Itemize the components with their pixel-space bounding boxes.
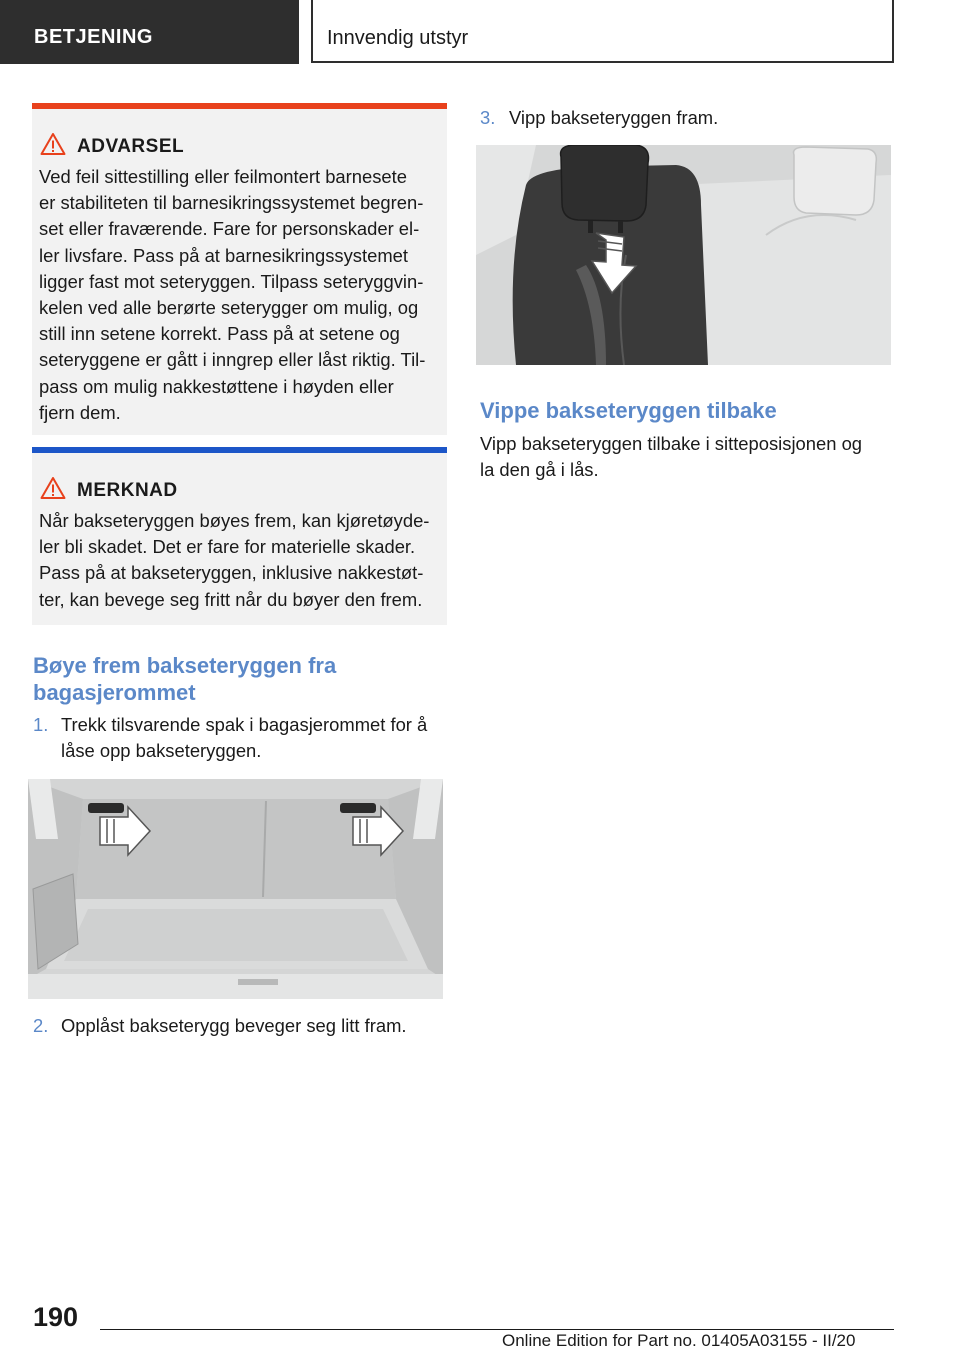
step-text [61,1013,447,1039]
warning-title: ADVARSEL [77,136,185,157]
step-line: Opplåst bakseterygg beveger seg litt fram. [61,1015,407,1036]
step-number: 3. [480,107,496,128]
chapter-title: Innvendig utstyr [327,27,469,49]
section-heading-tilt: Vippe bakseteryggen tilbake [480,398,777,423]
warning-line: pass om mulig nakkestøttene i høyden eller [39,375,394,397]
notice-line: Pass på at bakseteryggen, inklusive nakkestøt‐ [39,562,424,584]
step-line: Trekk tilsvarende spak i bagasjerommet for å [61,714,428,735]
section-title: BETJENING [34,26,153,48]
warning-triangle-icon [40,132,66,156]
step-text [61,712,447,764]
step-number: 1. [33,714,49,735]
warning-text [39,164,444,426]
warning-line: er stabiliteten til barnesikringssystemet begren‐ [39,192,424,214]
section-tilt-text [480,431,895,483]
warning-line: fjern dem. [39,401,121,423]
notice-text [39,508,444,613]
notice-box [32,447,447,625]
warning-line: set eller fraværende. Fare for personskader el‐ [39,218,420,240]
section-tab [0,0,299,64]
step-number: 2. [33,1015,49,1036]
page-number: 190 [33,1302,79,1332]
warning-line: kelen ved alle berørte seterygger om mulig, og [39,297,419,319]
warning-triangle-icon [40,476,66,500]
warning-line: still inn setene korrekt. Pass på at setene og [39,323,400,345]
footer-edition: Online Edition for Part no. 01405A03155 - II/20 [502,1331,856,1350]
warning-line: seteryggene er gått i inngrep eller låst riktig. Til‐ [39,349,426,371]
heading-line: Bøye frem bakseteryggen fra [33,653,337,678]
paragraph-line: Vipp bakseteryggen tilbake i sitteposisjonen og [480,433,863,454]
paragraph-line: la den gå i lås. [480,459,599,480]
warning-line: Ved feil sittestilling eller feilmontert barnesete [39,166,408,187]
trunk-illustration [28,779,443,999]
warning-line: ler livsfare. Pass på at barnesikringssystemet [39,244,408,266]
seatback-illustration [476,145,891,365]
warning-line: ligger fast mot seteryggen. Tilpass seteryggvin‐ [39,270,424,292]
warning-box [32,103,447,435]
heading-line: bagasjerommet [33,680,196,705]
chapter-tab [311,0,894,63]
step-line: låse opp bakseteryggen. [61,740,262,761]
notice-line: Når bakseteryggen bøyes frem, kan kjøretøyde‐ [39,510,430,531]
notice-line: ter, kan bevege seg fritt når du bøyer den frem. [39,588,423,610]
step-text: Vipp bakseteryggen fram. [509,107,719,128]
notice-line: ler bli skadet. Det er fare for materielle skader. [39,536,416,558]
footer-divider [100,1329,894,1330]
notice-title: MERKNAD [77,480,178,501]
section-heading-fold [33,652,448,706]
